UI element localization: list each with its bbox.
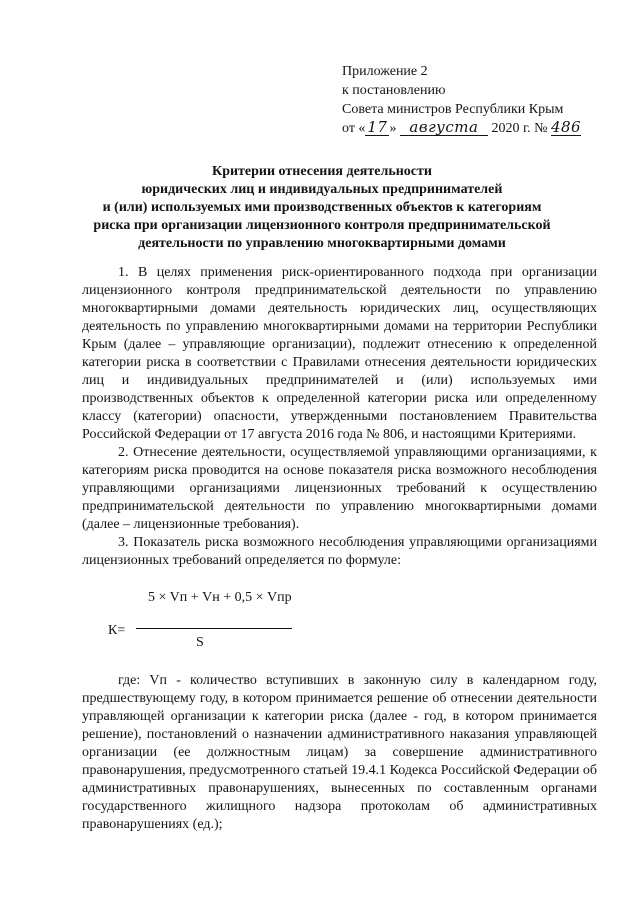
where-paragraph: где: Vп - количество вступивших в законную силу в календарном году, предшествующему году, в котором принимается решение об отнесении деятельности управляющей организации к категории риска (далее - год, в котором принимается решение), постановлений о назначении административного наказания управляющей организации (ее должностным лицам) за совершение административного правонарушения, предусмотренного статьей 19.4.1 Кодекса Российской Федерации об административных правонарушениях, вынесенных по составленным органами государственного жилищного надзора протоколам об административных правонарушениях (ед.); <box>82 673 597 832</box>
paragraph-3: 3. Показатель риска возможного несоблюдения управляющими организациями лицензионных требований определяется по формуле: <box>82 535 597 568</box>
appendix-number: Приложение 2 <box>342 64 428 79</box>
resolution-number-handwritten: 486 <box>550 118 582 136</box>
date-prefix: от « <box>342 121 366 136</box>
appendix-header <box>342 62 622 138</box>
title-line: Критерии отнесения деятельности <box>212 164 432 179</box>
date-mid: » <box>389 121 397 136</box>
appendix-date-line <box>342 119 622 138</box>
title-line: и (или) используемых ими производственных объектов к категориям <box>102 200 542 215</box>
document-body <box>82 264 597 570</box>
title-line: деятельности по управлению многоквартирными домами <box>138 236 506 251</box>
date-month-handwritten: августа <box>400 120 488 136</box>
risk-formula <box>108 590 308 660</box>
title-line: риска при организации лицензионного контроля предпринимательской <box>93 218 551 233</box>
formula-numerator: 5 × Vп + Vн + 0,5 × Vпр <box>148 590 292 605</box>
date-day-handwritten: 17 <box>367 118 388 136</box>
formula-denominator: S <box>196 635 204 650</box>
appendix-resolution: к постановлению <box>342 83 446 98</box>
paragraph-1: 1. В целях применения риск-ориентированного подхода при организации лицензионного контроля предпринимательской деятельности по управлению многоквартирными домами деятельность юридических лиц, осуществляющих деятельность по управлению многоквартирными домами на территории Республики Крым (далее – управляющие организации), подлежит отнесению к определенной категории риска в соответствии с Правилами отнесения деятельности юридических лиц и индивидуальных предпринимателей и (или) используемых ими производственных объектов к определенной категории риска или определенному классу (категории) опасности, утвержденными постановлением Правительства Российской Федерации от 17 августа 2016 года № 806, и настоящими Критериями. <box>82 265 597 442</box>
document-title <box>88 163 556 253</box>
date-year: 2020 г. № <box>491 121 548 136</box>
appendix-council: Совета министров Республики Крым <box>342 102 564 117</box>
formula-label: К= <box>108 623 126 638</box>
fraction-bar <box>136 628 292 629</box>
formula-explanation <box>82 672 597 834</box>
paragraph-2: 2. Отнесение деятельности, осуществляемой управляющими организациями, к категориям риска проводится на основе показателя риска возможного несоблюдения управляющими организациями лицензионных требований к осуществлению предпринимательской деятельности по управлению многоквартирными домами (далее – лицензионные требования). <box>82 445 597 532</box>
title-line: юридических лиц и индивидуальных предпринимателей <box>141 182 503 197</box>
